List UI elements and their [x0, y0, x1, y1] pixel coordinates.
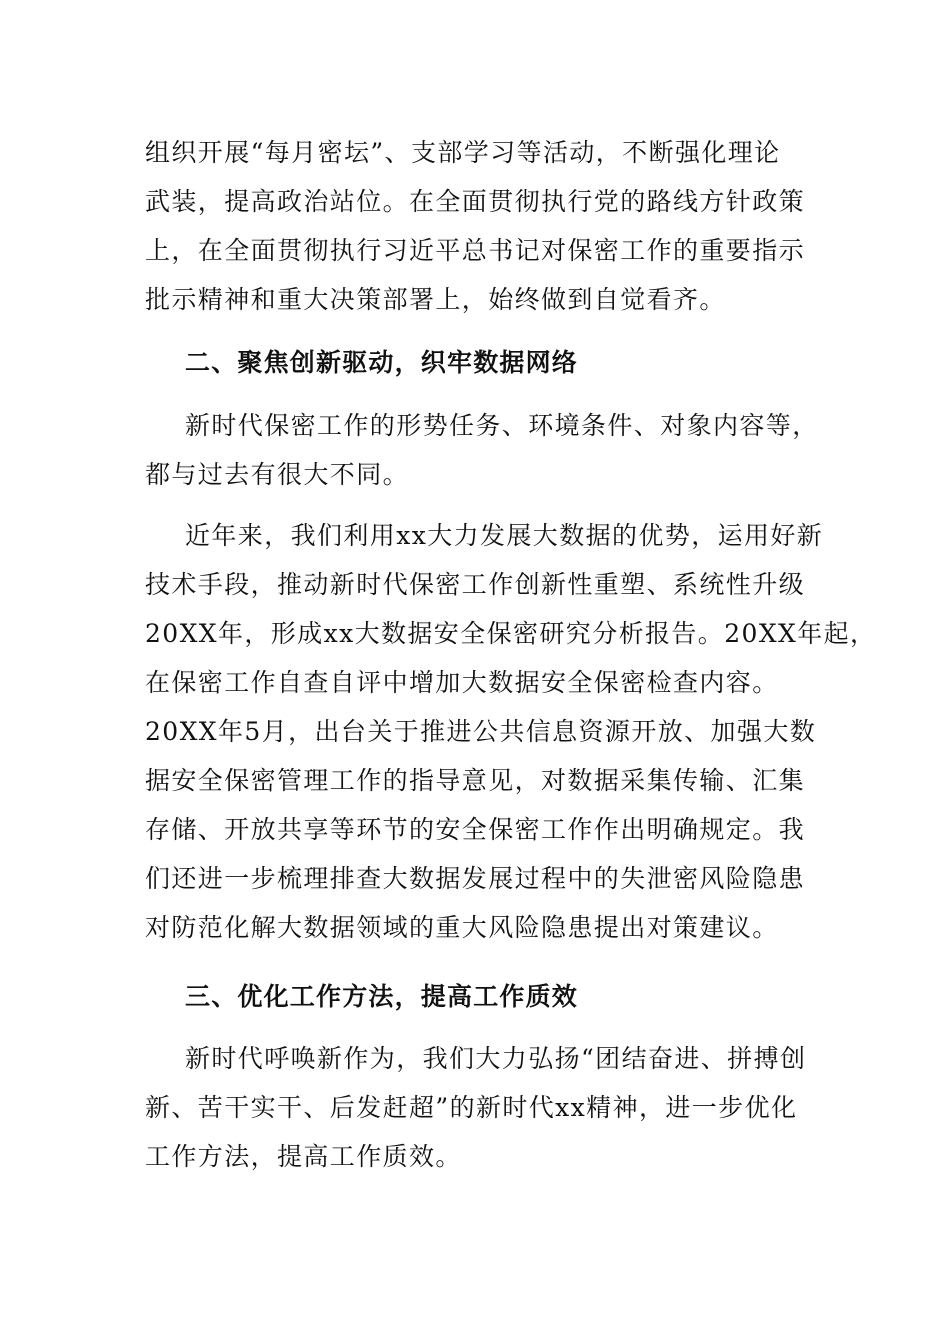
paragraph-party-study [145, 128, 825, 324]
paragraph-line: 存储、开放共享等环节的安全保密工作作出明确规定。我 [145, 815, 806, 844]
paragraph-line: 组织开展“每月密坛”、支部学习等活动，不断强化理论 [145, 138, 781, 167]
paragraph-line: 批示精神和重大决策部署上，始终做到自觉看齐。 [145, 285, 726, 314]
paragraph-line: 上，在全面贯彻执行习近平总书记对保密工作的重要指示 [145, 236, 806, 265]
section-heading-text: 二、聚焦创新驱动，织牢数据网络 [185, 348, 579, 377]
paragraph-line: 在保密工作自查自评中增加大数据安全保密检查内容。 [145, 668, 779, 697]
paragraph-line: 工作方法，提高工作质效。 [145, 1142, 462, 1171]
paragraph-line: 武装，提高政治站位。在全面贯彻执行党的路线方针政策 [145, 187, 806, 216]
paragraph-line: 对防范化解大数据领域的重大风险隐患提出对策建议。 [145, 913, 779, 942]
paragraph-line: 近年来，我们利用xx大力发展大数据的优势，运用好新 [185, 521, 824, 550]
paragraph-line: 新时代保密工作的形势任务、环境条件、对象内容等， [185, 411, 819, 440]
paragraph-new-era-situation [145, 401, 825, 499]
section-heading-3 [145, 972, 825, 1021]
paragraph-line: 20XX年5月，出台关于推进公共信息资源开放、加强大数 [145, 717, 817, 746]
paragraph-line: 新时代呼唤新作为，我们大力弘扬“团结奋进、拼搏创 [185, 1044, 807, 1073]
paragraph-big-data-measures [145, 511, 877, 952]
section-heading-2 [145, 338, 825, 387]
paragraph-line: 们还进一步梳理排查大数据发展过程中的失泄密风险隐患 [145, 864, 806, 893]
paragraph-line: 据安全保密管理工作的指导意见，对数据采集传输、汇集 [145, 766, 806, 795]
paragraph-line: 技术手段，推动新时代保密工作创新性重塑、系统性升级 [145, 570, 806, 599]
section-heading-text: 三、优化工作方法，提高工作质效 [185, 982, 579, 1011]
paragraph-line: 都与过去有很大不同。 [145, 460, 410, 489]
paragraph-line: 新、苦干实干、后发赶超”的新时代xx精神，进一步优化 [145, 1093, 798, 1122]
paragraph-line: 20XX年，形成xx大数据安全保密研究分析报告。20XX年起， [145, 619, 877, 648]
paragraph-work-methods [145, 1034, 825, 1181]
